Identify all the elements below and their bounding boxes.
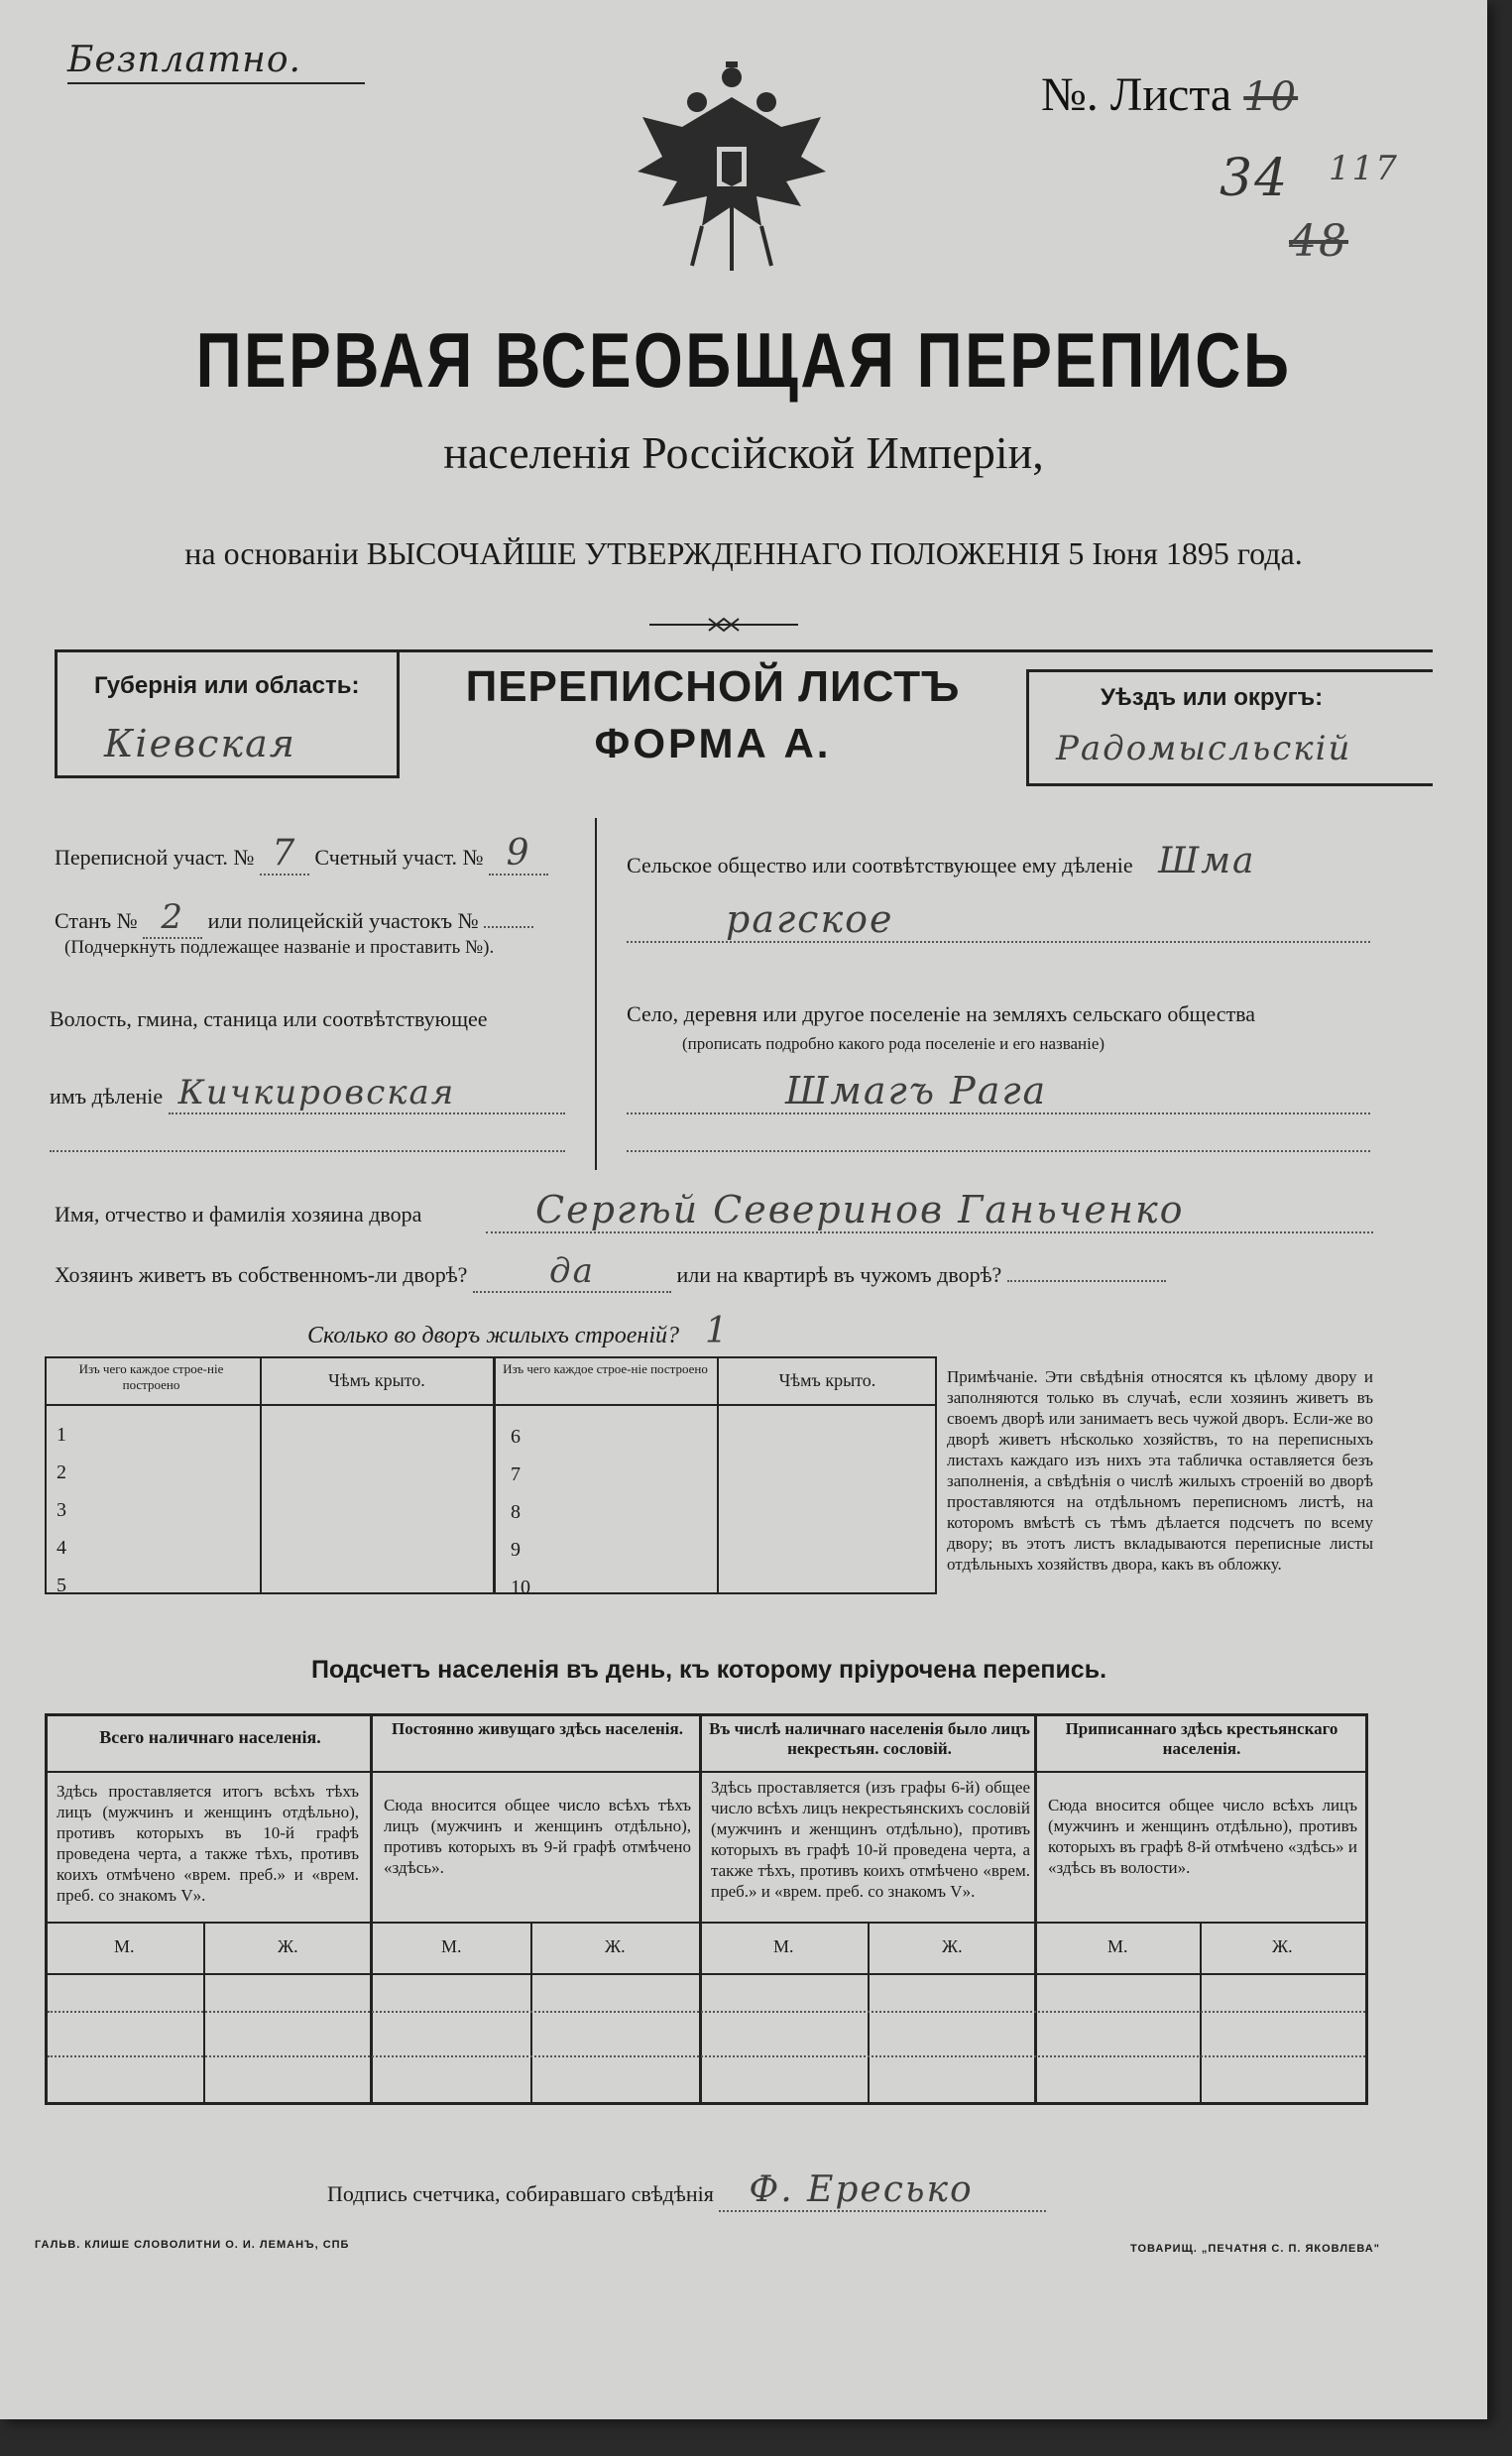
lives-row <box>55 1251 1166 1293</box>
owner-label: Имя, отчество и фамилія хозяина двора <box>55 1202 422 1227</box>
list-item: 3 <box>57 1499 66 1521</box>
schet-label: Счетный участ. № <box>314 845 484 870</box>
buildings-col-roof-2: Чѣмъ крыто. <box>778 1370 876 1390</box>
list-item: 6 <box>511 1426 521 1448</box>
basis-line: на основаніи ВЫСОЧАЙШЕ УТВЕРЖДЕННАГО ПОЛОЖЕНІЯ 5 Іюня 1895 года. <box>184 535 1303 571</box>
subtitle: населенія Россійской Имперіи, <box>443 427 1044 478</box>
count-m-label-1: М. <box>114 1936 135 1956</box>
buildings-col-roof: Чѣмъ крыто. <box>328 1370 425 1390</box>
count-zh-label-3: Ж. <box>942 1936 963 1956</box>
uezd-label: Уѣздъ или округъ: <box>1101 684 1324 711</box>
selo-note: (прописать подробно какого рода поселеніе и его названіе) <box>682 1034 1105 1053</box>
signature-value: Ф. Ересько <box>719 2169 1046 2212</box>
selo-label: Село, деревня или другое поселеніе на земляхъ сельскаго общества <box>627 1001 1256 1026</box>
count-col-nonpeasant-head: Въ числѣ наличнаго населенія было лицъ некрестьян. сословій. <box>709 1719 1030 1758</box>
uchastok-label: Переписной участ. № <box>55 845 255 870</box>
signature-row <box>327 2169 1046 2212</box>
sheet-number <box>1041 67 1298 122</box>
count-zh-label-4: Ж. <box>1272 1936 1293 1956</box>
gubernia-label: Губернія или область: <box>94 672 360 699</box>
count-table <box>45 1713 1368 2105</box>
pencil-number-mid: 117 <box>1329 149 1399 188</box>
count-m-label-2: М. <box>441 1936 462 1956</box>
count-col-permanent-body: Сюда вносится общее число всѣхъ тѣхъ лицъ (мужчинъ и женщинъ отдѣльно), противъ которыхъ въ 9-й графѣ отмѣчено «здѣсь». <box>384 1796 691 1877</box>
volost-label: Волость, гмина, станица или соотвѣтствующее <box>50 1006 488 1031</box>
buildings-table <box>45 1356 937 1598</box>
count-col-nonpeasant-body: Здѣсь проставляется (изъ графы 6-й) общее число всѣхъ лицъ некрестьянскихъ сословій (мужчинъ и женщинъ отдѣльно), противъ которыхъ въ графѣ 10-й проведена черта, а также тѣхъ, противъ коихъ отмѣчено «врем. преб.» и «врем. преб. со знакомъ V». <box>711 1778 1030 1901</box>
count-title: Подсчетъ населенія въ день, къ которому пріурочена перепись. <box>310 1656 1107 1684</box>
gubernia-value: Кіевская <box>104 722 296 765</box>
list-item: 2 <box>57 1462 66 1483</box>
buildings-value: 1 <box>705 1311 730 1351</box>
printer-left: ГАЛЬВ. КЛИШЕ СЛОВОЛИТНИ О. И. ЛЕМАНЪ, СПБ <box>35 2239 350 2251</box>
obshestvo-label: Сельское общество или соотвѣтствующее ему дѣленіе <box>627 853 1133 877</box>
main-title: ПЕРВАЯ ВСЕОБЩАЯ ПЕРЕПИСЬ <box>195 316 1292 404</box>
lives-label: Хозяинъ живетъ въ собственномъ-ли дворѣ? <box>55 1262 468 1287</box>
police-label: или полицейскій участокъ № <box>207 908 479 933</box>
note-text: Примѣчаніе. Эти свѣдѣнія относятся къ цѣлому двору и заполняются только въ случаѣ, если хозяинъ живетъ въ своемъ дворѣ или занимаетъ весь чужой дворъ. Если-же во дворѣ живетъ нѣсколько хозяйствъ, то на переписныхъ листахъ каждаго изъ нихъ эта табличка оставляется безъ заполненія, а свѣдѣнія о числѣ жилыхъ строеній во дворѣ проставляются на отдѣльномъ переписномъ листѣ, на которомъ вмѣстѣ съ тѣмъ дѣлается подсчетъ по всему двору; въ этотъ листъ вкладываются переписные листы отдѣльныхъ хозяйствъ двора, какъ въ обложку. <box>947 1367 1373 1574</box>
stan-value: 2 <box>143 897 202 939</box>
form-title: ПЕРЕПИСНОЙ ЛИСТЪ <box>465 662 961 711</box>
count-m-label-4: М. <box>1107 1936 1128 1956</box>
printer-right: ТОВАРИЩ. „ПЕЧАТНЯ С. П. ЯКОВЛЕВА" <box>1130 2243 1380 2255</box>
uchastok-row <box>55 833 548 876</box>
signature-label: Подпись счетчика, собиравшаго свѣдѣнія <box>327 2181 714 2206</box>
free-stamp <box>67 40 385 84</box>
sheet-number-struck: 10 <box>1243 74 1299 120</box>
owner-value: Сергѣй Северинов Ганьченко <box>486 1188 1373 1233</box>
lives-value: да <box>473 1251 671 1293</box>
count-col-total-head: Всего наличнаго населенія. <box>99 1727 321 1747</box>
volost-row <box>50 1073 565 1114</box>
lives-label-2: или на квартирѣ въ чужомъ дворѣ? <box>676 1262 1002 1287</box>
list-item: 8 <box>511 1501 521 1523</box>
buildings-col-material-2: Изъ чего каждое строе-ніе построено <box>503 1361 708 1376</box>
selo-value: Шмагъ Рага <box>627 1069 1370 1114</box>
obshestvo-value-1: Шма <box>1158 841 1256 881</box>
list-item: 10 <box>511 1577 530 1598</box>
count-col-total-body: Здѣсь проставляется итогъ всѣхъ тѣхъ лицъ (мужчинъ и женщинъ отдѣльно), противъ которыхъ въ 10-й графѣ проведена черта, а также тѣхъ, противъ коихъ отмѣчено «врем. преб.» и «врем. преб. со знакомъ V». <box>57 1782 359 1905</box>
uezd-value: Радомысльскій <box>1056 729 1352 768</box>
count-col-peasant-head: Приписаннаго здѣсь крестьянскаго населенія. <box>1065 1719 1338 1758</box>
pencil-number-top: 34 <box>1220 149 1290 208</box>
buildings-rows-left <box>57 1416 66 1604</box>
uchastok-value: 7 <box>260 833 309 876</box>
ornament-divider <box>649 617 798 633</box>
list-item: 1 <box>57 1424 66 1446</box>
form-subtitle: ФОРМА А. <box>594 720 832 766</box>
count-zh-label-1: Ж. <box>278 1936 298 1956</box>
volost-label-2: имъ дѣленіе <box>50 1084 164 1109</box>
imperial-eagle-icon <box>623 58 841 276</box>
count-col-permanent-head: Постоянно живущаго здѣсь населенія. <box>392 1719 683 1738</box>
free-label: Безплатно. <box>67 40 301 80</box>
schet-value: 9 <box>489 833 548 876</box>
pencil-number-bottom: 48 <box>1289 216 1348 267</box>
buildings-col-material: Изъ чего каждое строе-ніе построено <box>78 1361 224 1392</box>
stan-row <box>55 897 533 939</box>
buildings-rows-right <box>511 1418 530 1606</box>
list-item: 9 <box>511 1539 521 1561</box>
buildings-row <box>307 1311 730 1351</box>
count-m-label-3: М. <box>773 1936 794 1956</box>
list-item: 7 <box>511 1463 521 1485</box>
count-zh-label-2: Ж. <box>605 1936 626 1956</box>
obshestvo-row <box>627 841 1256 881</box>
list-item: 5 <box>57 1575 66 1596</box>
stan-note: (Подчеркнуть подлежащее названіе и проставить №). <box>64 937 495 958</box>
volost-value: Кичкировская <box>169 1073 565 1114</box>
obshestvo-value-2: рагское <box>627 897 1370 943</box>
buildings-label: Сколько во дворъ жилыхъ строеній? <box>307 1323 679 1348</box>
count-col-peasant-body: Сюда вносится общее число всѣхъ лицъ (мужчинъ и женщинъ отдѣльно), противъ которыхъ въ графѣ 8-й отмѣчено «здѣсь» и «здѣсь въ волости». <box>1048 1796 1357 1877</box>
stan-label: Станъ № <box>55 908 138 933</box>
sheet-number-label: №. Листа <box>1041 68 1232 121</box>
list-item: 4 <box>57 1537 66 1559</box>
